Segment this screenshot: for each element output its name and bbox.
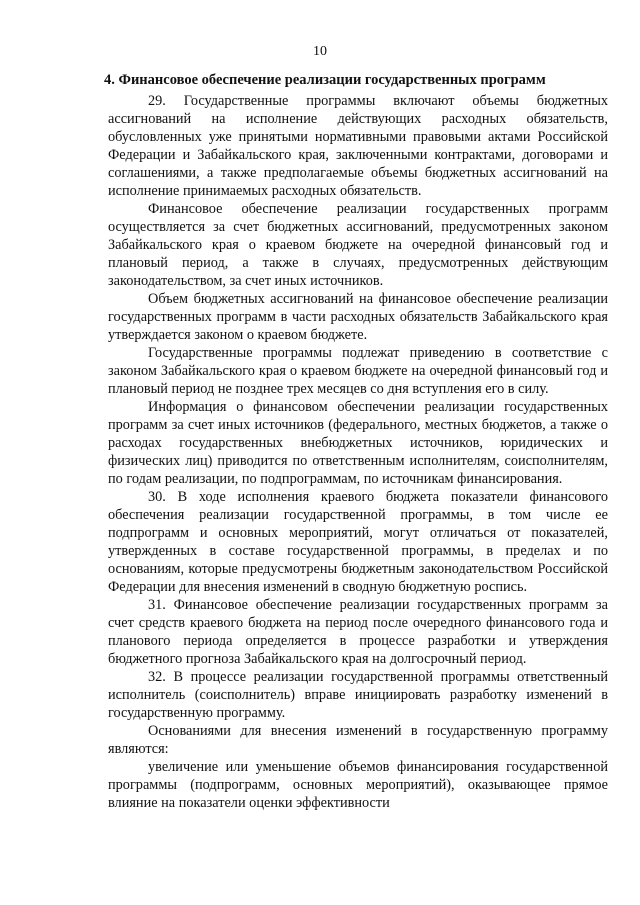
body-text xyxy=(108,92,608,812)
paragraph: Государственные программы подлежат приведению в соответствие с законом Забайкальского края о краевом бюджете на очередной финансовый год и плановый период не позднее трех месяцев со дня вступления его в силу. xyxy=(108,345,608,397)
paragraph: Информация о финансовом обеспечении реализации государственных программ за счет иных источников (федерального, местных бюджетов, а также о расходах государственных внебюджетных источников, юридических и физических лиц) приводится по ответственным исполнителям, соисполнителям, по годам реализации, по подпрограммам, по источникам финансирования. xyxy=(108,399,608,487)
paragraph: 29. Государственные программы включают объемы бюджетных ассигнований на исполнение действующих расходных обязательств, обусловленных уже принятыми нормативными правовыми актами Российской Федерации и Забайкальского края, заключенными контрактами, договорами и соглашениями, а также предполагаемые объемы бюджетных ассигнований на исполнение принимаемых расходных обязательств. xyxy=(108,93,608,199)
paragraph: 31. Финансовое обеспечение реализации государственных программ за счет средств краевого бюджета на период после очередного финансового года и планового периода определяется в процессе разработки и утверждения бюджетного прогноза Забайкальского края на долгосрочный период. xyxy=(108,597,608,667)
paragraph: 32. В процессе реализации государственной программы ответственный исполнитель (соисполнитель) вправе инициировать разработку изменений в государственную программу. xyxy=(108,669,608,721)
paragraph: увеличение или уменьшение объемов финансирования государственной программы (подпрограмм, основных мероприятий), оказывающее прямое влияние на показатели оценки эффективности xyxy=(108,759,608,811)
paragraph: Объем бюджетных ассигнований на финансовое обеспечение реализации государственных программ в части расходных обязательств Забайкальского края утверждается законом о краевом бюджете. xyxy=(108,291,608,343)
paragraph: Финансовое обеспечение реализации государственных программ осуществляется за счет бюджетных ассигнований, предусмотренных законом Забайкальского края о краевом бюджете на очередной финансовый год и плановый период, а также в случаях, предусмотренных действующим законодательством, за счет иных источников. xyxy=(108,201,608,289)
paragraph: Основаниями для внесения изменений в государственную программу являются: xyxy=(108,723,608,757)
section-heading: 4. Финансовое обеспечение реализации государственных программ xyxy=(104,72,546,88)
page-number: 10 xyxy=(313,44,327,59)
paragraph: 30. В ходе исполнения краевого бюджета показатели финансового обеспечения реализации государственной программы, в том числе ее подпрограмм и основных мероприятий, могут отличаться от показателей, утвержденных в составе государственной программы, в пределах и по основаниям, которые предусмотрены бюджетным законодательством Российской Федерации для внесения изменений в сводную бюджетную роспись. xyxy=(108,489,608,595)
